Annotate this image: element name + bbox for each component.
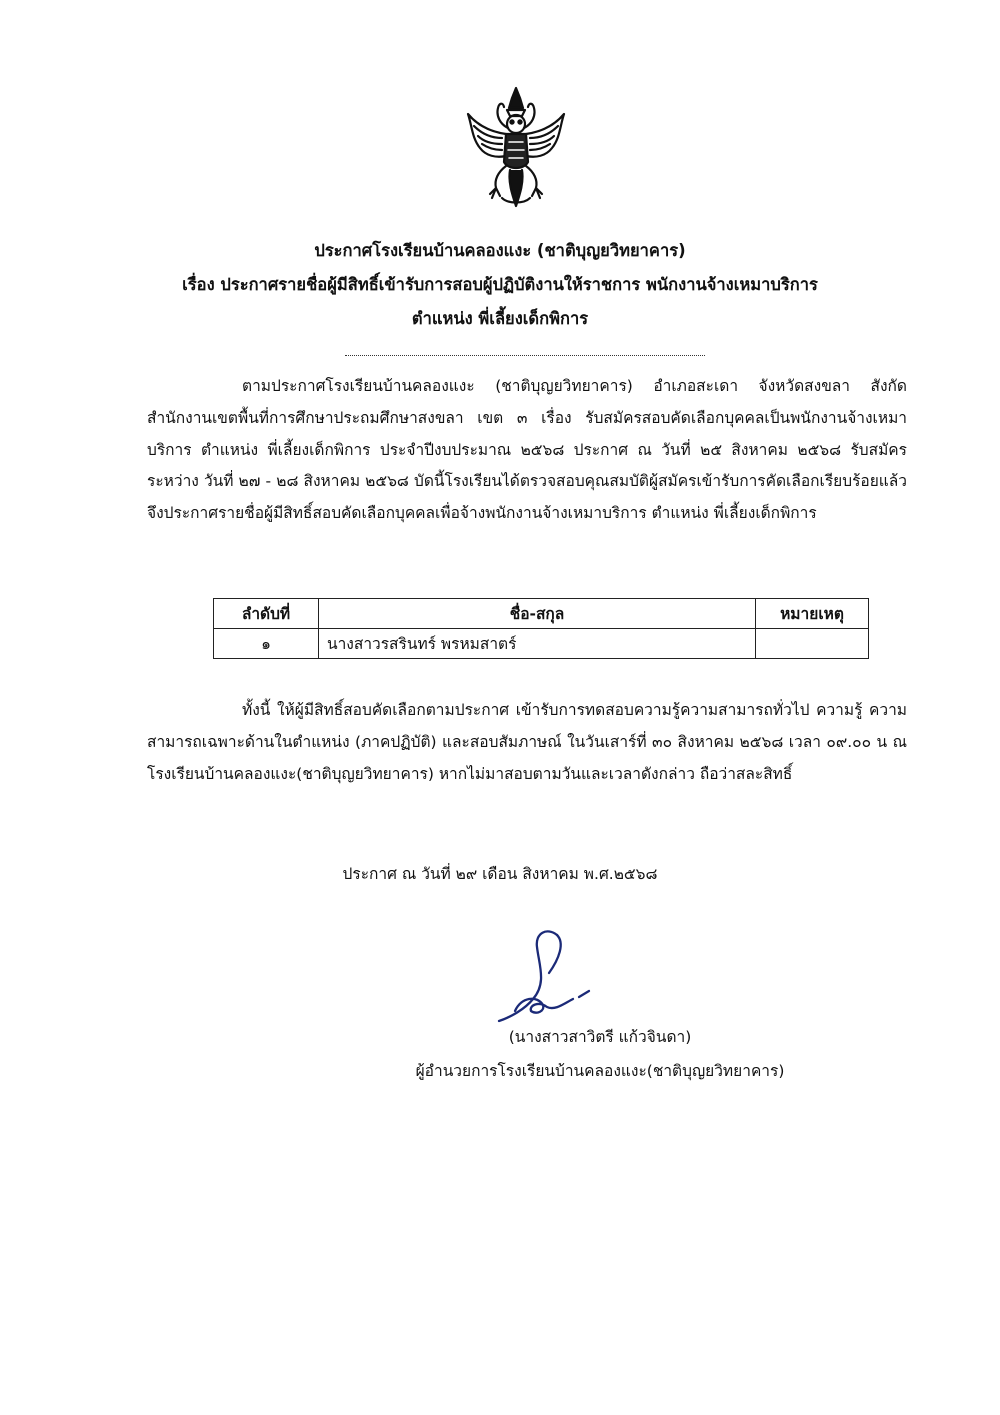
table-header-row (214, 599, 869, 629)
header-no: ลำดับที่ (214, 599, 319, 629)
dotted-divider (345, 355, 705, 356)
header-remark: หมายเหตุ (756, 599, 869, 629)
signer-position: ผู้อำนวยการโรงเรียนบ้านคลองแงะ(ชาติบุญยวิทยาคาร) (415, 1062, 785, 1080)
announcement-position: ตำแหน่ง พี่เลี้ยงเด็กพิการ (411, 309, 589, 328)
header-name: ชื่อ-สกุล (319, 599, 756, 629)
announcement-date: ประกาศ ณ วันที่ ๒๙ เดือน สิงหาคม พ.ศ.๒๕๖๘ (342, 865, 658, 883)
row-name: นางสาวรสรินทร์ พรหมสาตร์ (319, 629, 756, 659)
handwritten-signature (485, 925, 605, 1027)
announcement-subject: เรื่อง ประกาศรายชื่อผู้มีสิทธิ์เข้ารับการสอบผู้ปฏิบัติงานให้ราชการ พนักงานจ้างเหมาบริการ (182, 275, 818, 294)
announcement-title: ประกาศโรงเรียนบ้านคลองแงะ (ชาติบุญยวิทยาคาร) (314, 241, 686, 260)
garuda-emblem-icon (462, 86, 570, 210)
table-row (214, 629, 869, 659)
details-paragraph: ทั้งนี้ ให้ผู้มีสิทธิ์สอบคัดเลือกตามประกาศ เข้ารับการทดสอบความรู้ความสามารถทั่วไป ความรู้ ความสามารถเฉพาะด้านในตำแหน่ง (ภาคปฏิบัติ) และสอบสัมภาษณ์ ในวันเสาร์ที่ ๓๐ สิงหาคม ๒๕๖๘ เวลา ๐๙.๐๐ น ณ โรงเรียนบ้านคลองแงะ(ชาติบุญยวิทยาคาร) หากไม่มาสอบตามวันและเวลาดังกล่าว ถือว่าสละสิทธิ์ (147, 701, 907, 783)
row-no: ๑ (214, 629, 319, 659)
intro-paragraph: ตามประกาศโรงเรียนบ้านคลองแงะ (ชาติบุญยวิทยาคาร) อำเภอสะเดา จังหวัดสงขลา สังกัดสำนักงานเขตพื้นที่การศึกษาประถมศึกษาสงขลา เขต ๓ เรื่อง รับสมัครสอบคัดเลือกบุคคลเป็นพนักงานจ้างเหมาบริการ ตำแหน่ง พี่เลี้ยงเด็กพิการ ประจำปีงบประมาณ ๒๕๖๘ ประกาศ ณ วันที่ ๒๕ สิงหาคม ๒๕๖๘ รับสมัครระหว่าง วันที่ ๒๗ - ๒๘ สิงหาคม ๒๕๖๘ บัดนี้โรงเรียนได้ตรวจสอบคุณสมบัติผู้สมัครเข้ารับการคัดเลือกเรียบร้อยแล้ว จึงประกาศรายชื่อผู้มีสิทธิ์สอบคัดเลือกบุคคลเพื่อจ้างพนักงานจ้างเหมาบริการ ตำแหน่ง พี่เลี้ยงเด็กพิการ (147, 377, 907, 523)
row-remark (756, 629, 869, 659)
candidate-table (213, 598, 869, 659)
signer-name: (นางสาวสาวิตรี แก้วจินดา) (508, 1028, 692, 1046)
